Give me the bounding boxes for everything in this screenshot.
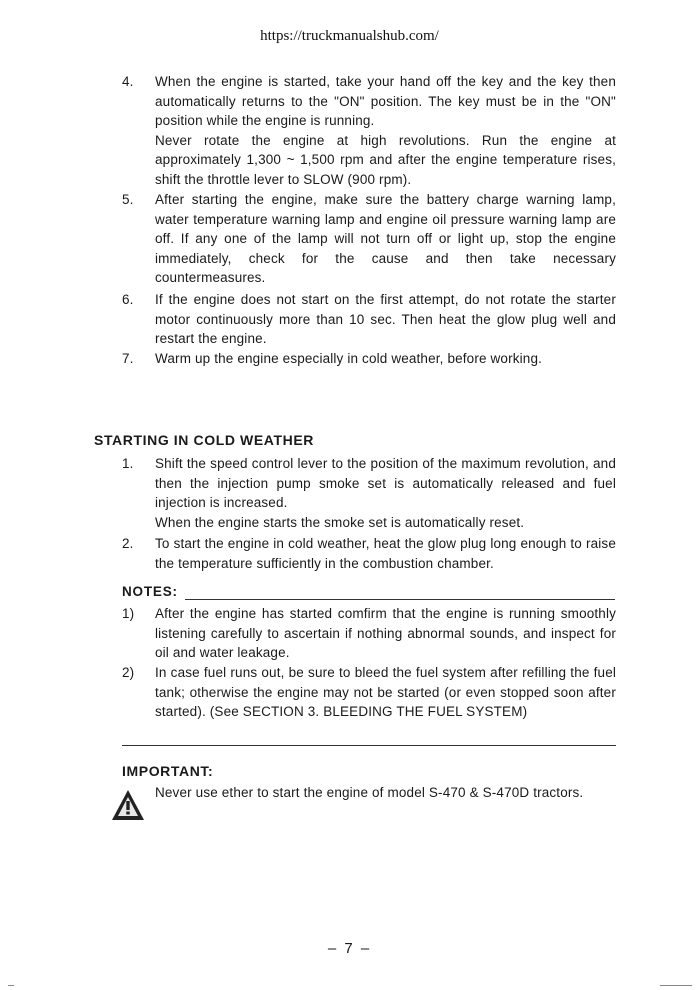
step-7: [122, 349, 616, 369]
note-number: 1): [122, 606, 135, 621]
step-text: If the engine does not start on the first attempt, do not rotate the starter motor continuously more than 10 sec. Then heat the glow plug well and restart the engine.: [155, 292, 616, 347]
step-number: 4.: [122, 74, 134, 89]
item-text: Shift the speed control lever to the position of the maximum revolution, and then the injection pump smoke set is automatically released and fuel injection is increased.: [155, 456, 616, 511]
corner-mark-left: [8, 985, 14, 986]
step-6: [122, 290, 616, 349]
note-1: [122, 604, 616, 663]
step-5: [122, 190, 616, 288]
section-heading-cold-weather: STARTING IN COLD WEATHER: [94, 432, 314, 448]
note-text: After the engine has started comfirm that the engine is running smoothly listening carefully to ascertain if nothing abnormal sounds, and inspect for oil and water leakage.: [155, 606, 616, 661]
page-number: – 7 –: [327, 940, 372, 957]
important-text: Never use ether to start the engine of model S-470 & S-470D tractors.: [155, 785, 584, 800]
note-text: In case fuel runs out, be sure to bleed the fuel system after refilling the fuel tank; otherwise the engine may not be started (or even stopped soon after started). (See SECTION 3. BLEEDING THE FUEL SYSTEM): [155, 665, 616, 720]
item-number: 1.: [122, 456, 134, 471]
important-text-block: [122, 783, 616, 803]
step-number: 7.: [122, 351, 134, 366]
step-text: When the engine is started, take your hand off the key and the key then automatically returns to the "ON" position. The key must be in the "ON" position while the engine is running.: [155, 74, 616, 129]
important-heading: IMPORTANT:: [122, 763, 214, 779]
step-text: After starting the engine, make sure the battery charge warning lamp, water temperature warning lamp and engine oil pressure warning lamp are off. If any one of the lamp will not turn off or light up, stop the engine immediately, check for the cause and then take necessary countermeasures.: [155, 192, 616, 286]
corner-mark-right: [660, 985, 692, 986]
notes-bottom-rule: [122, 745, 616, 746]
note-2: [122, 663, 616, 722]
notes-heading: NOTES:: [122, 584, 178, 599]
item-number: 2.: [122, 536, 134, 551]
step-text: Warm up the engine especially in cold weather, before working.: [155, 351, 543, 366]
note-number: 2): [122, 665, 135, 680]
step-number: 6.: [122, 292, 134, 307]
cold-weather-item-2: [122, 534, 616, 573]
cold-weather-item-1: [122, 454, 616, 532]
item-text: When the engine starts the smoke set is automatically reset.: [155, 514, 525, 530]
source-url: https://truckmanualshub.com/: [260, 28, 439, 44]
step-4: [122, 72, 616, 190]
item-text: To start the engine in cold weather, heat the glow plug long enough to raise the temperature sufficiently in the combustion chamber.: [155, 536, 616, 571]
notes-top-rule: [185, 599, 615, 600]
step-number: 5.: [122, 192, 134, 207]
step-text: Never rotate the engine at high revolutions. Run the engine at approximately 1,300 ~ 1,500 rpm and after the engine temperature rises, shift the throttle lever to SLOW (900 rpm).: [155, 132, 616, 187]
